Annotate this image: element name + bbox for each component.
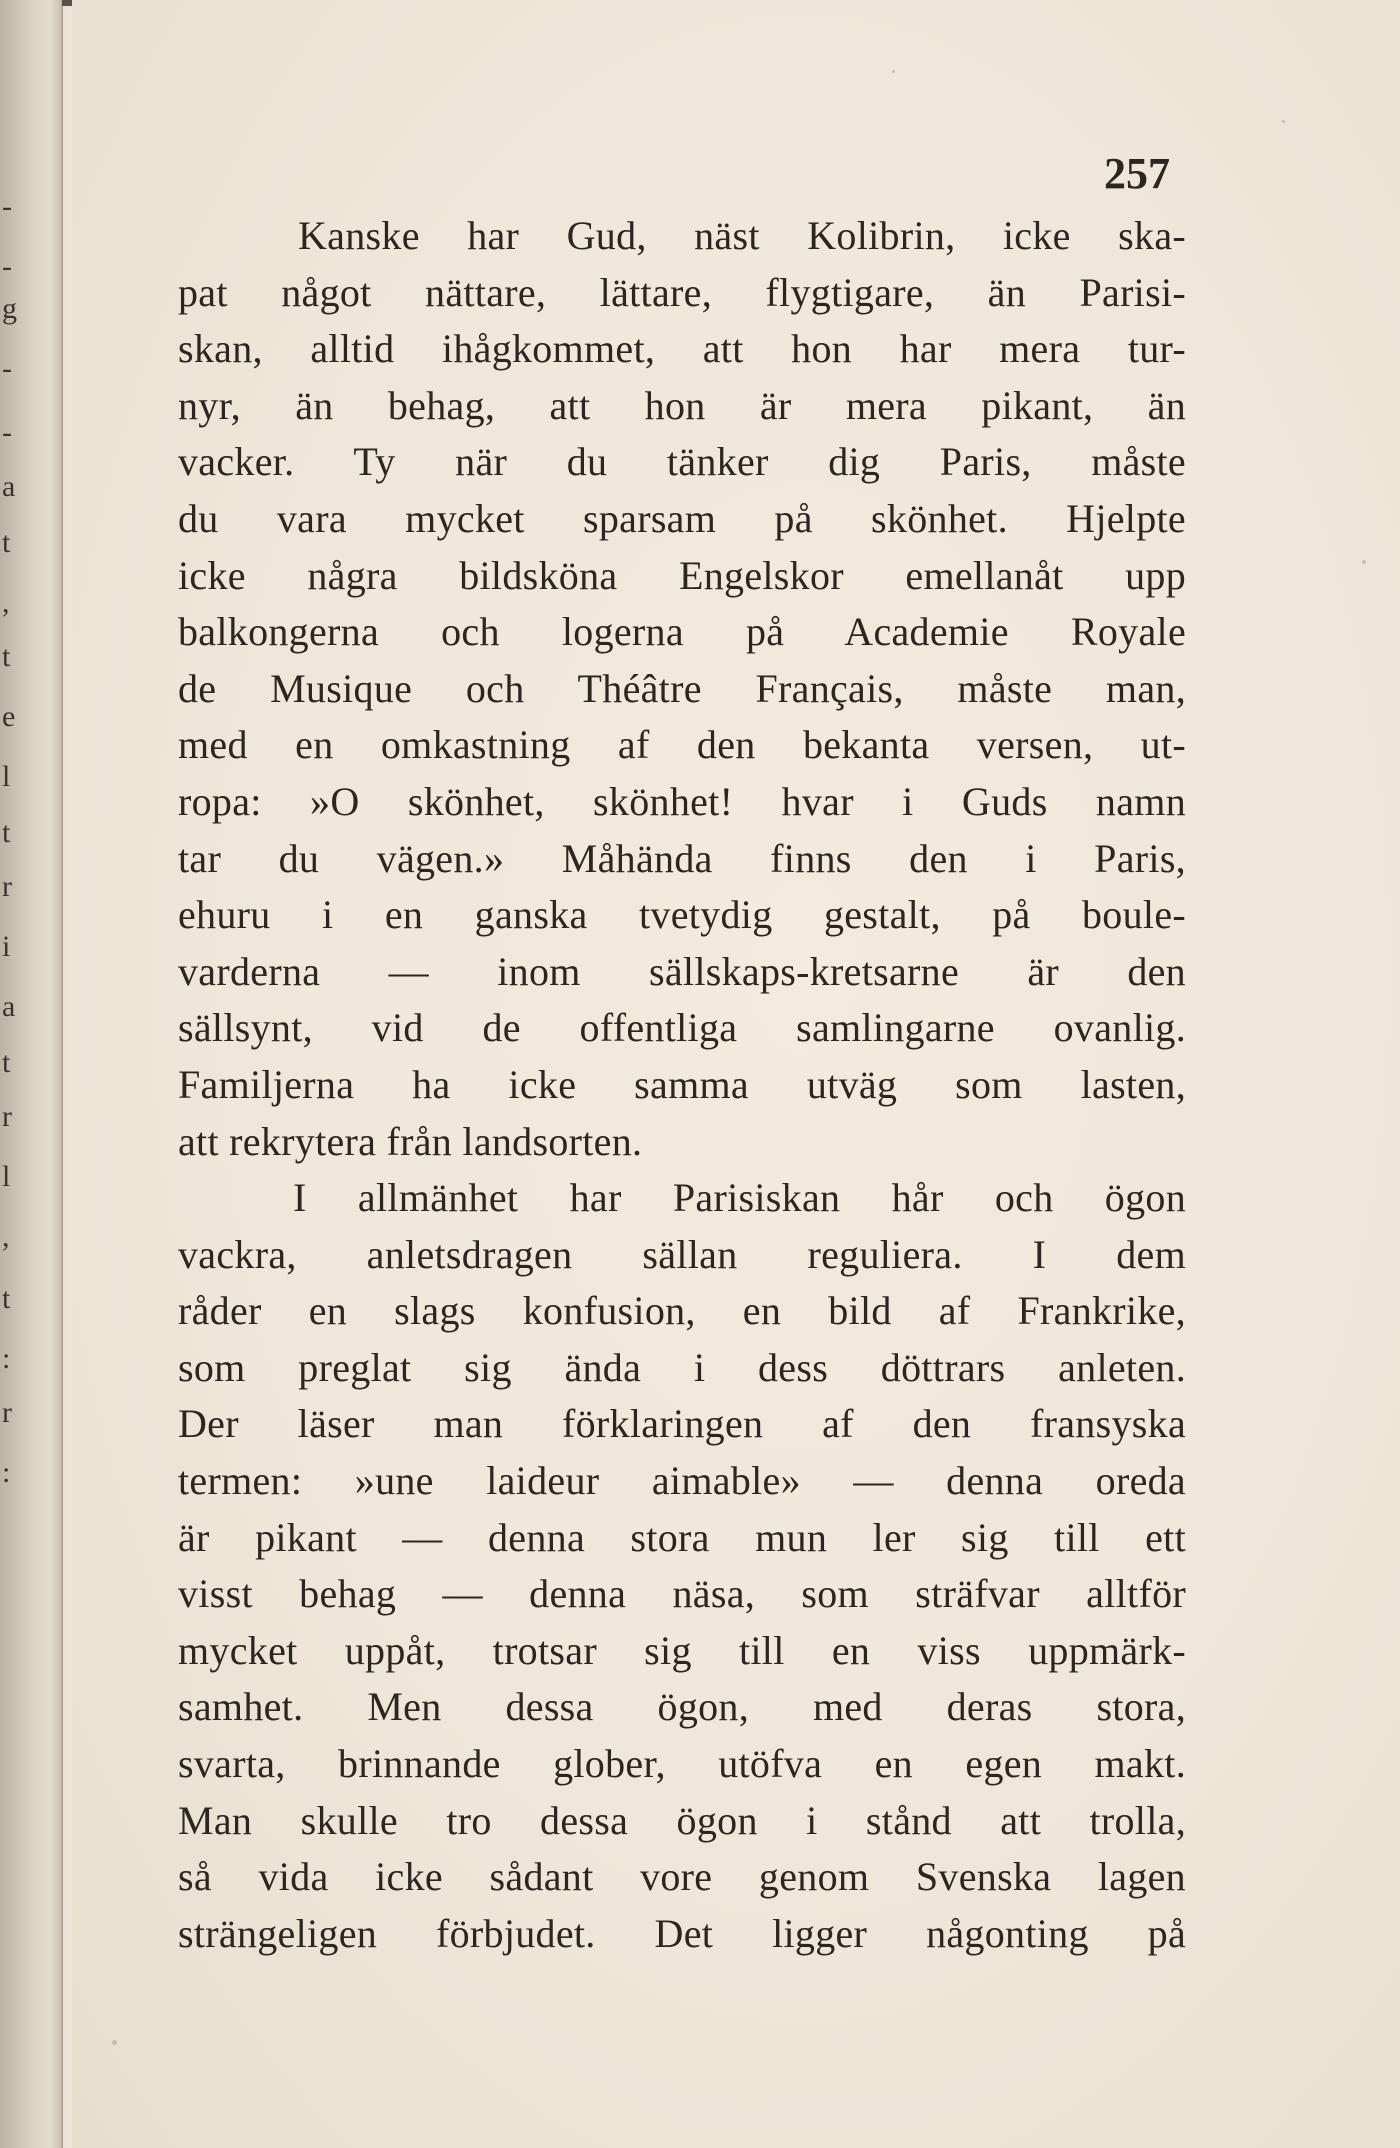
text-line: är pikant — denna stora mun ler sig till ett [178,1514,1186,1560]
gutter-char: : [2,1456,11,1489]
text-line: varderna — inom sällskaps-kretsarne är den [178,948,1186,994]
gutter-char: g [2,292,17,325]
text-line: visst behag — denna näsa, som sträfvar alltför [178,1571,1186,1617]
gutter-char: l [2,760,11,793]
paper-speck [1282,120,1285,123]
text-line: termen: »une laideur aimable» — denna oreda [178,1458,1186,1504]
text-line: Familjerna ha icke samma utväg som lasten, [178,1061,1186,1107]
gutter-char: - [2,190,12,223]
text-line: svarta, brinnande glober, utöfva en egen makt. [178,1741,1186,1787]
paper-speck [1362,560,1366,564]
text-line: ropa: »O skönhet, skönhet! hvar i Guds namn [178,778,1186,824]
gutter-char: , [2,586,10,619]
text-line: vacker. Ty när du tänker dig Paris, måste [178,439,1186,485]
text-line: balkongerna och logerna på Academie Royale [178,609,1186,655]
gutter-char: t [2,640,11,673]
gutter-char: r [2,870,12,903]
gutter-char: t [2,526,11,559]
gutter-char: : [2,1342,11,1375]
gutter-char: - [2,416,12,449]
page-number: 257 [1104,149,1170,198]
gutter-char: - [2,250,12,283]
paper-speck [892,70,895,73]
gutter-char: a [2,470,16,503]
gutter-char: l [2,1160,11,1193]
text-line: vackra, anletsdragen sällan reguliera. I dem [178,1231,1186,1277]
text-line: pat något nättare, lättare, flygtigare, än Parisi- [178,269,1186,315]
text-line: de Musique och Théâtre Français, måste man, [178,665,1186,711]
text-line: tar du vägen.» Måhända finns den i Paris, [178,835,1186,881]
paper-speck [112,2040,117,2045]
gutter-char: r [2,1100,12,1133]
text-line: skan, alltid ihågkommet, att hon har mera tur- [178,326,1186,372]
text-line: nyr, än behag, att hon är mera pikant, än [178,382,1186,428]
text-line: sällsynt, vid de offentliga samlingarne ovanlig. [178,1005,1186,1051]
body-text [178,208,1186,1962]
text-line: med en omkastning af den bekanta versen, ut- [178,722,1186,768]
text-line: icke några bildsköna Engelskor emellanåt upp [178,552,1186,598]
gutter-char: t [2,1046,11,1079]
text-line: så vida icke sådant vore genom Svenska lagen [178,1854,1186,1900]
text-line: strängeligen förbjudet. Det ligger någonting på [178,1910,1186,1956]
text-line: Man skulle tro dessa ögon i stånd att trolla, [178,1797,1186,1843]
gutter-char: - [2,352,12,385]
text-line: samhet. Men dessa ögon, med deras stora, [178,1684,1186,1730]
gutter-char: t [2,1282,11,1315]
gutter-char: i [2,930,11,963]
text-line: ehuru i en ganska tvetydig gestalt, på boule- [178,892,1186,938]
gutter-char: t [2,816,11,849]
text-line: att rekrytera från landsorten. [178,1118,643,1164]
text-line: du vara mycket sparsam på skönhet. Hjelpte [178,495,1186,541]
text-line: I allmänhet har Parisiskan hår och ögon [293,1175,1186,1221]
text-line: råder en slags konfusion, en bild af Frankrike, [178,1288,1186,1334]
text-line: Der läser man förklaringen af den fransyska [178,1401,1186,1447]
gutter-char: a [2,990,16,1023]
text-line: Kanske har Gud, näst Kolibrin, icke ska- [298,213,1186,258]
gutter-char: r [2,1396,12,1429]
gutter-char: , [2,1220,10,1253]
text-line: mycket uppåt, trotsar sig till en viss uppmärk- [178,1627,1186,1673]
text-line: som preglat sig ända i dess döttrars anleten. [178,1344,1186,1390]
book-gutter [0,0,63,2148]
gutter-char: e [2,700,16,733]
